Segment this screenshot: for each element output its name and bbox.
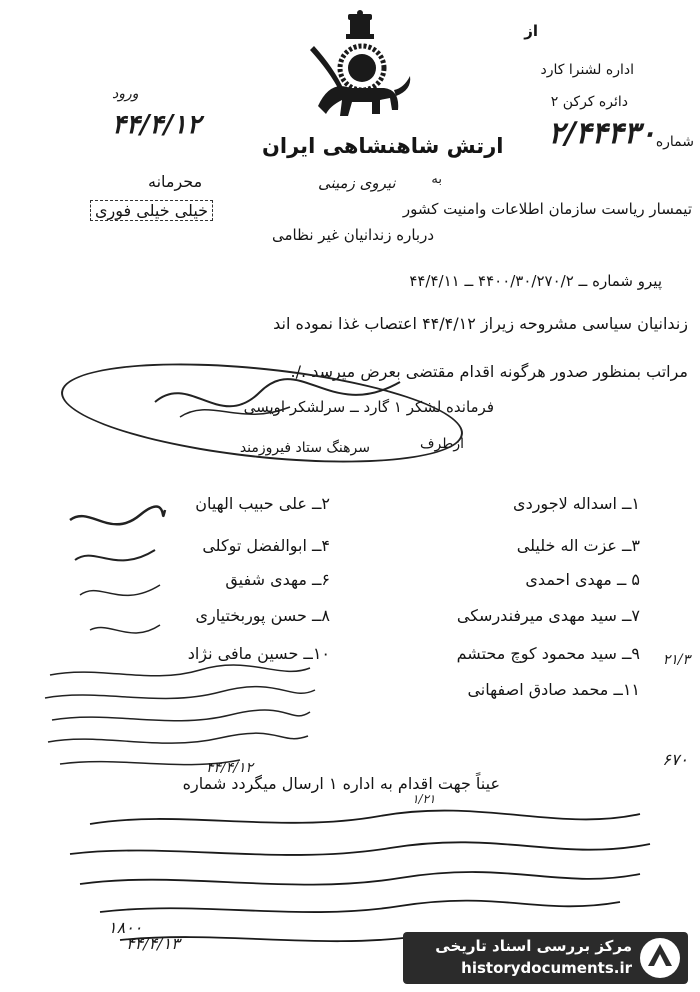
list-item: ۸ــ حسن پوربختیاری [195,606,330,625]
bottom-count: ۱۸۰۰ [108,918,143,937]
forwarding-mark: ۱/۲۱ [412,792,436,806]
classification: محرمانه [148,172,203,191]
letter-number: ۲/۴۴۴۳۰ [548,116,656,151]
list-item: ۷ــ سید مهدی میرفندرسکی [456,606,640,625]
list-item: ۵ ــ مهدی احمدی [525,570,640,589]
signer: سرهنگ ستاد فیروزمند [239,440,370,456]
watermark-name: مرکز بررسی اسناد تاریخی [435,937,632,955]
to-label: به [431,172,442,187]
subject: درباره زندانیان غیر نظامی [271,226,434,244]
number-label: شماره [655,134,694,150]
from-label: از [524,22,538,40]
archive-logo-icon [638,936,682,980]
stamp-date: ۴۴/۴/۱۲ [206,760,254,776]
margin-notes-block [40,660,320,780]
body-line-2: مراتب بمنظور صدور هرگونه اقدام مقتضی بعرض میرسد ./. [290,362,688,381]
army-title: ارتش شاهنشاهی ایران [262,134,504,158]
entry-date-label: ورود [112,86,139,102]
list-item: ۴ــ ابوالفضل توکلی [202,536,330,555]
office-line: دائره کرکن ۲ [550,94,628,110]
list-item: ۳ــ عزت اله خلیلی [516,536,640,555]
list-item: ۱۰ــ حسین مافی نژاد [187,644,330,663]
urgency: خیلی خیلی فوری [90,200,213,221]
ground-force: نیروی زمینی [318,174,396,192]
follow-up-reference: پیرو شماره ــ ۴۴۰۰/۳۰/۲۷۰/۲ ــ ۴۴/۴/۱۱ [409,272,662,290]
department-line: اداره لشنرا کارد [540,62,634,78]
entry-date: ۴۴/۴/۱۲ [112,110,201,140]
margin-number: ۶۷۰ [662,750,688,769]
archive-watermark [403,932,688,984]
recipient: تیمسار ریاست سازمان اطلاعات وامنیت کشور [402,200,692,218]
body-line-1: زندانیان سیاسی مشروحه زیراز ۴۴/۴/۱۲ اعتصاب غذا نموده اند [273,314,688,333]
right-date-mark: ۲۱/۳ [662,652,690,668]
commander-line: فرمانده لشکر ۱ گارد ــ سرلشکر اویسی [243,398,494,416]
margin-handwriting-left [60,500,170,660]
list-item: ۹ــ سید محمود کوچ محتشم [456,644,640,663]
on-behalf-label: ازطرف [419,436,464,452]
bottom-date: ۴۴/۴/۱۳ [126,934,180,953]
signature-scribble [150,362,410,442]
list-item: ۱۱ــ محمد صادق اصفهانی [467,680,640,699]
list-item: ۲ــ علی حبیب الهیان [195,494,330,513]
list-item: ۶ــ مهدی شفیق [225,570,330,589]
lion-and-sun-emblem [300,10,420,128]
list-item: ۱ــ اسداله لاجوردی [513,494,640,513]
forwarding-line: عیناً جهت اقدام به اداره ۱ ارسال میگردد شماره [182,774,500,793]
watermark-url: historydocuments.ir [461,959,632,977]
